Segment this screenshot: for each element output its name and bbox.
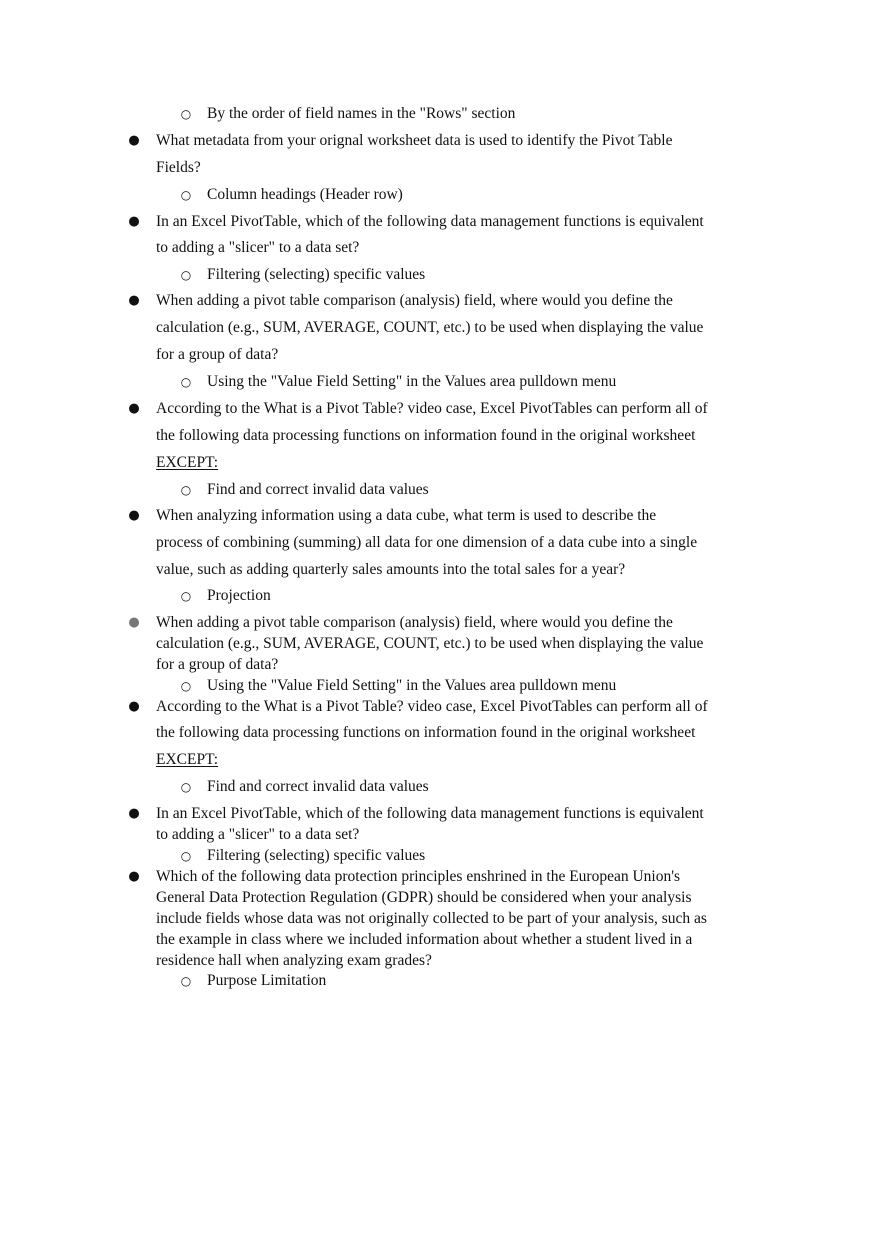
- question-line: value, such as adding quarterly sales amounts into the total sales for a year?: [156, 561, 626, 578]
- sub-bullet-icon: ○: [180, 375, 192, 389]
- question-line: the following data processing functions on information found in the original worksheet: [156, 427, 696, 444]
- sub-bullet-icon: ○: [180, 589, 192, 603]
- answer-text: Purpose Limitation: [207, 972, 327, 989]
- question-line: When adding a pivot table comparison (analysis) field, where would you define the: [156, 292, 673, 309]
- answer-text: Using the "Value Field Setting" in the Values area pulldown menu: [207, 373, 617, 390]
- bullet-icon: ●: [128, 699, 140, 714]
- sub-bullet-icon: ○: [180, 974, 192, 988]
- question-line: According to the What is a Pivot Table? video case, Excel PivotTables can perform all of: [156, 698, 708, 715]
- question-line: Which of the following data protection principles enshrined in the European Union's: [156, 868, 681, 885]
- sub-bullet-icon: ○: [180, 849, 192, 863]
- question-line: to adding a "slicer" to a data set?: [156, 239, 360, 256]
- sub-bullet-icon: ○: [180, 679, 192, 693]
- bullet-icon: ●: [128, 869, 140, 884]
- bullet-icon: ●: [128, 806, 140, 821]
- answer-text: Find and correct invalid data values: [207, 481, 429, 498]
- question-line: What metadata from your orignal worksheet data is used to identify the Pivot Table: [156, 132, 673, 149]
- sub-bullet-icon: ○: [180, 780, 192, 794]
- bullet-icon: ●: [128, 293, 140, 308]
- question-line: the following data processing functions on information found in the original worksheet: [156, 724, 696, 741]
- question-line: General Data Protection Regulation (GDPR) should be considered when your analysis: [156, 889, 692, 906]
- sub-bullet-icon: ○: [180, 268, 192, 282]
- question-line: residence hall when analyzing exam grades?: [156, 952, 432, 969]
- question-line: When adding a pivot table comparison (analysis) field, where would you define the: [156, 614, 673, 631]
- question-line: In an Excel PivotTable, which of the following data management functions is equivalent: [156, 213, 704, 230]
- bullet-icon: ●: [128, 133, 140, 148]
- question-line: to adding a "slicer" to a data set?: [156, 826, 360, 843]
- answer-text: Column headings (Header row): [207, 186, 403, 203]
- answer-text: Filtering (selecting) specific values: [207, 847, 426, 864]
- question-line: Fields?: [156, 159, 201, 176]
- answer-text: Find and correct invalid data values: [207, 778, 429, 795]
- question-line: According to the What is a Pivot Table? video case, Excel PivotTables can perform all of: [156, 400, 708, 417]
- question-line: the example in class where we included information about whether a student lived in a: [156, 931, 693, 948]
- except-label: EXCEPT:: [156, 751, 219, 768]
- question-line: calculation (e.g., SUM, AVERAGE, COUNT, etc.) to be used when displaying the value: [156, 635, 704, 652]
- answer-text: Projection: [207, 587, 271, 604]
- bullet-icon: ●: [128, 615, 140, 630]
- bullet-icon: ●: [128, 401, 140, 416]
- sub-bullet-icon: ○: [180, 483, 192, 497]
- answer-text: Filtering (selecting) specific values: [207, 266, 426, 283]
- except-label: EXCEPT:: [156, 454, 219, 471]
- question-line: When analyzing information using a data cube, what term is used to describe the: [156, 507, 657, 524]
- answer-text: Using the "Value Field Setting" in the Values area pulldown menu: [207, 677, 617, 694]
- answer-text: By the order of field names in the "Rows" section: [207, 105, 516, 122]
- question-line: for a group of data?: [156, 346, 279, 363]
- question-line: calculation (e.g., SUM, AVERAGE, COUNT, etc.) to be used when displaying the value: [156, 319, 704, 336]
- sub-bullet-icon: ○: [180, 188, 192, 202]
- sub-bullet-icon: ○: [180, 107, 192, 121]
- question-line: process of combining (summing) all data for one dimension of a data cube into a single: [156, 534, 698, 551]
- question-line: In an Excel PivotTable, which of the following data management functions is equivalent: [156, 805, 704, 822]
- bullet-icon: ●: [128, 214, 140, 229]
- question-line: include fields whose data was not originally collected to be part of your analysis, such as: [156, 910, 707, 927]
- bullet-icon: ●: [128, 508, 140, 523]
- question-line: for a group of data?: [156, 656, 279, 673]
